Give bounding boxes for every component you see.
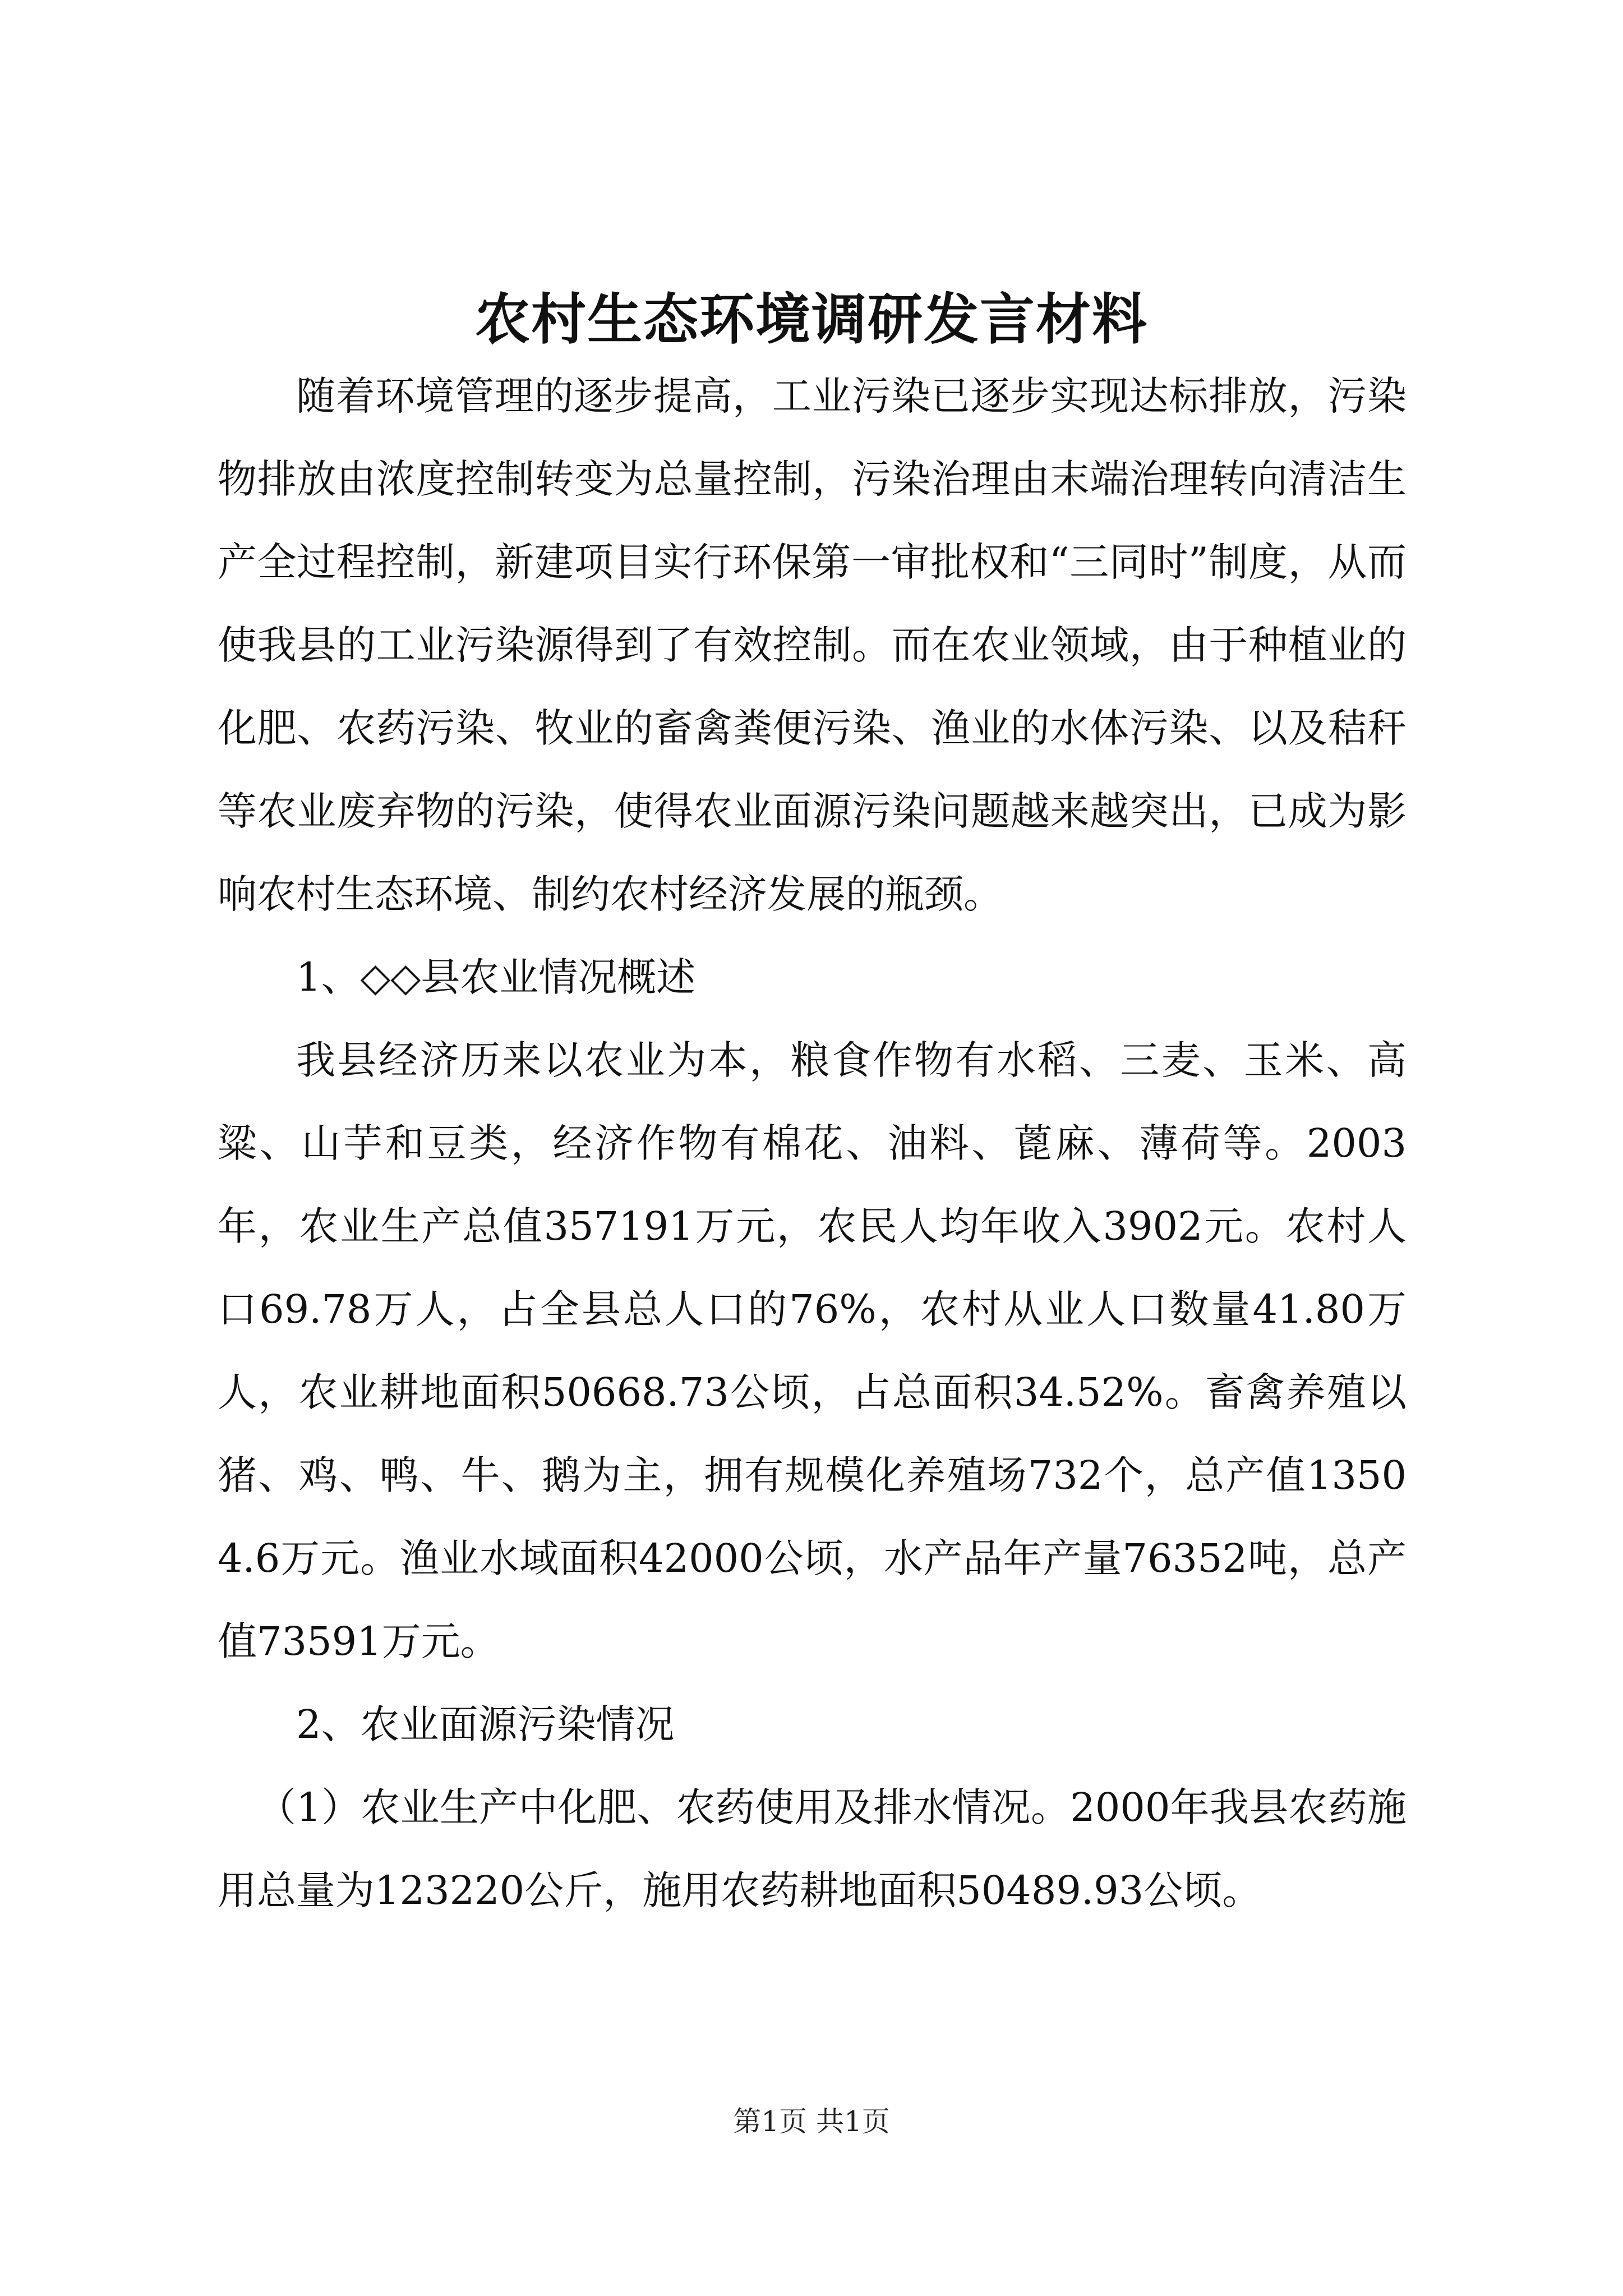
section-heading-1: 1、◇◇县农业情况概述: [296, 954, 696, 1000]
document-body: [218, 355, 1407, 1932]
paragraph-agriculture-overview: 我县经济历来以农业为本，粮食作物有水稻、三麦、玉米、高粱、山芋和豆类，经济作物有棉花、油料、蓖麻、薄荷等。2003年，农业生产总值357191万元，农民人均年收入3902元。农村人口69.78万人，占全县总人口的76%，农村从业人口数量41.80万人，农业耕地面积50668.73公顷，占总面积34.52%。畜禽养殖以猪、鸡、鸭、牛、鹅为主，拥有规模化养殖场732个，总产值13504.6万元。渔业水域面积42000公顷，水产品年产量76352吨，总产值73591万元。: [218, 1037, 1407, 1664]
paragraph-intro: 随着环境管理的逐步提高，工业污染已逐步实现达标排放，污染物排放由浓度控制转变为总量控制，污染治理由末端治理转向清洁生产全过程控制，新建项目实行环保第一审批权和“三同时”制度，从而使我县的工业污染源得到了有效控制。而在农业领域，由于种植业的化肥、农药污染、牧业的畜禽粪便污染、渔业的水体污染、以及秸秆等农业废弃物的污染，使得农业面源污染问题越来越突出，已成为影响农村生态环境、制约农村经济发展的瓶颈。: [218, 373, 1407, 917]
document-title: 农村生态环境调研发言材料: [474, 287, 1148, 352]
page-footer: 第1页 共1页: [733, 2105, 890, 2138]
section-heading-2: 2、农业面源污染情况: [296, 1701, 675, 1747]
paragraph-fertilizer-pesticide: （1）农业生产中化肥、农药使用及排水情况。2000年我县农药施用总量为123220公斤，施用农药耕地面积50489.93公顷。: [218, 1784, 1407, 1913]
